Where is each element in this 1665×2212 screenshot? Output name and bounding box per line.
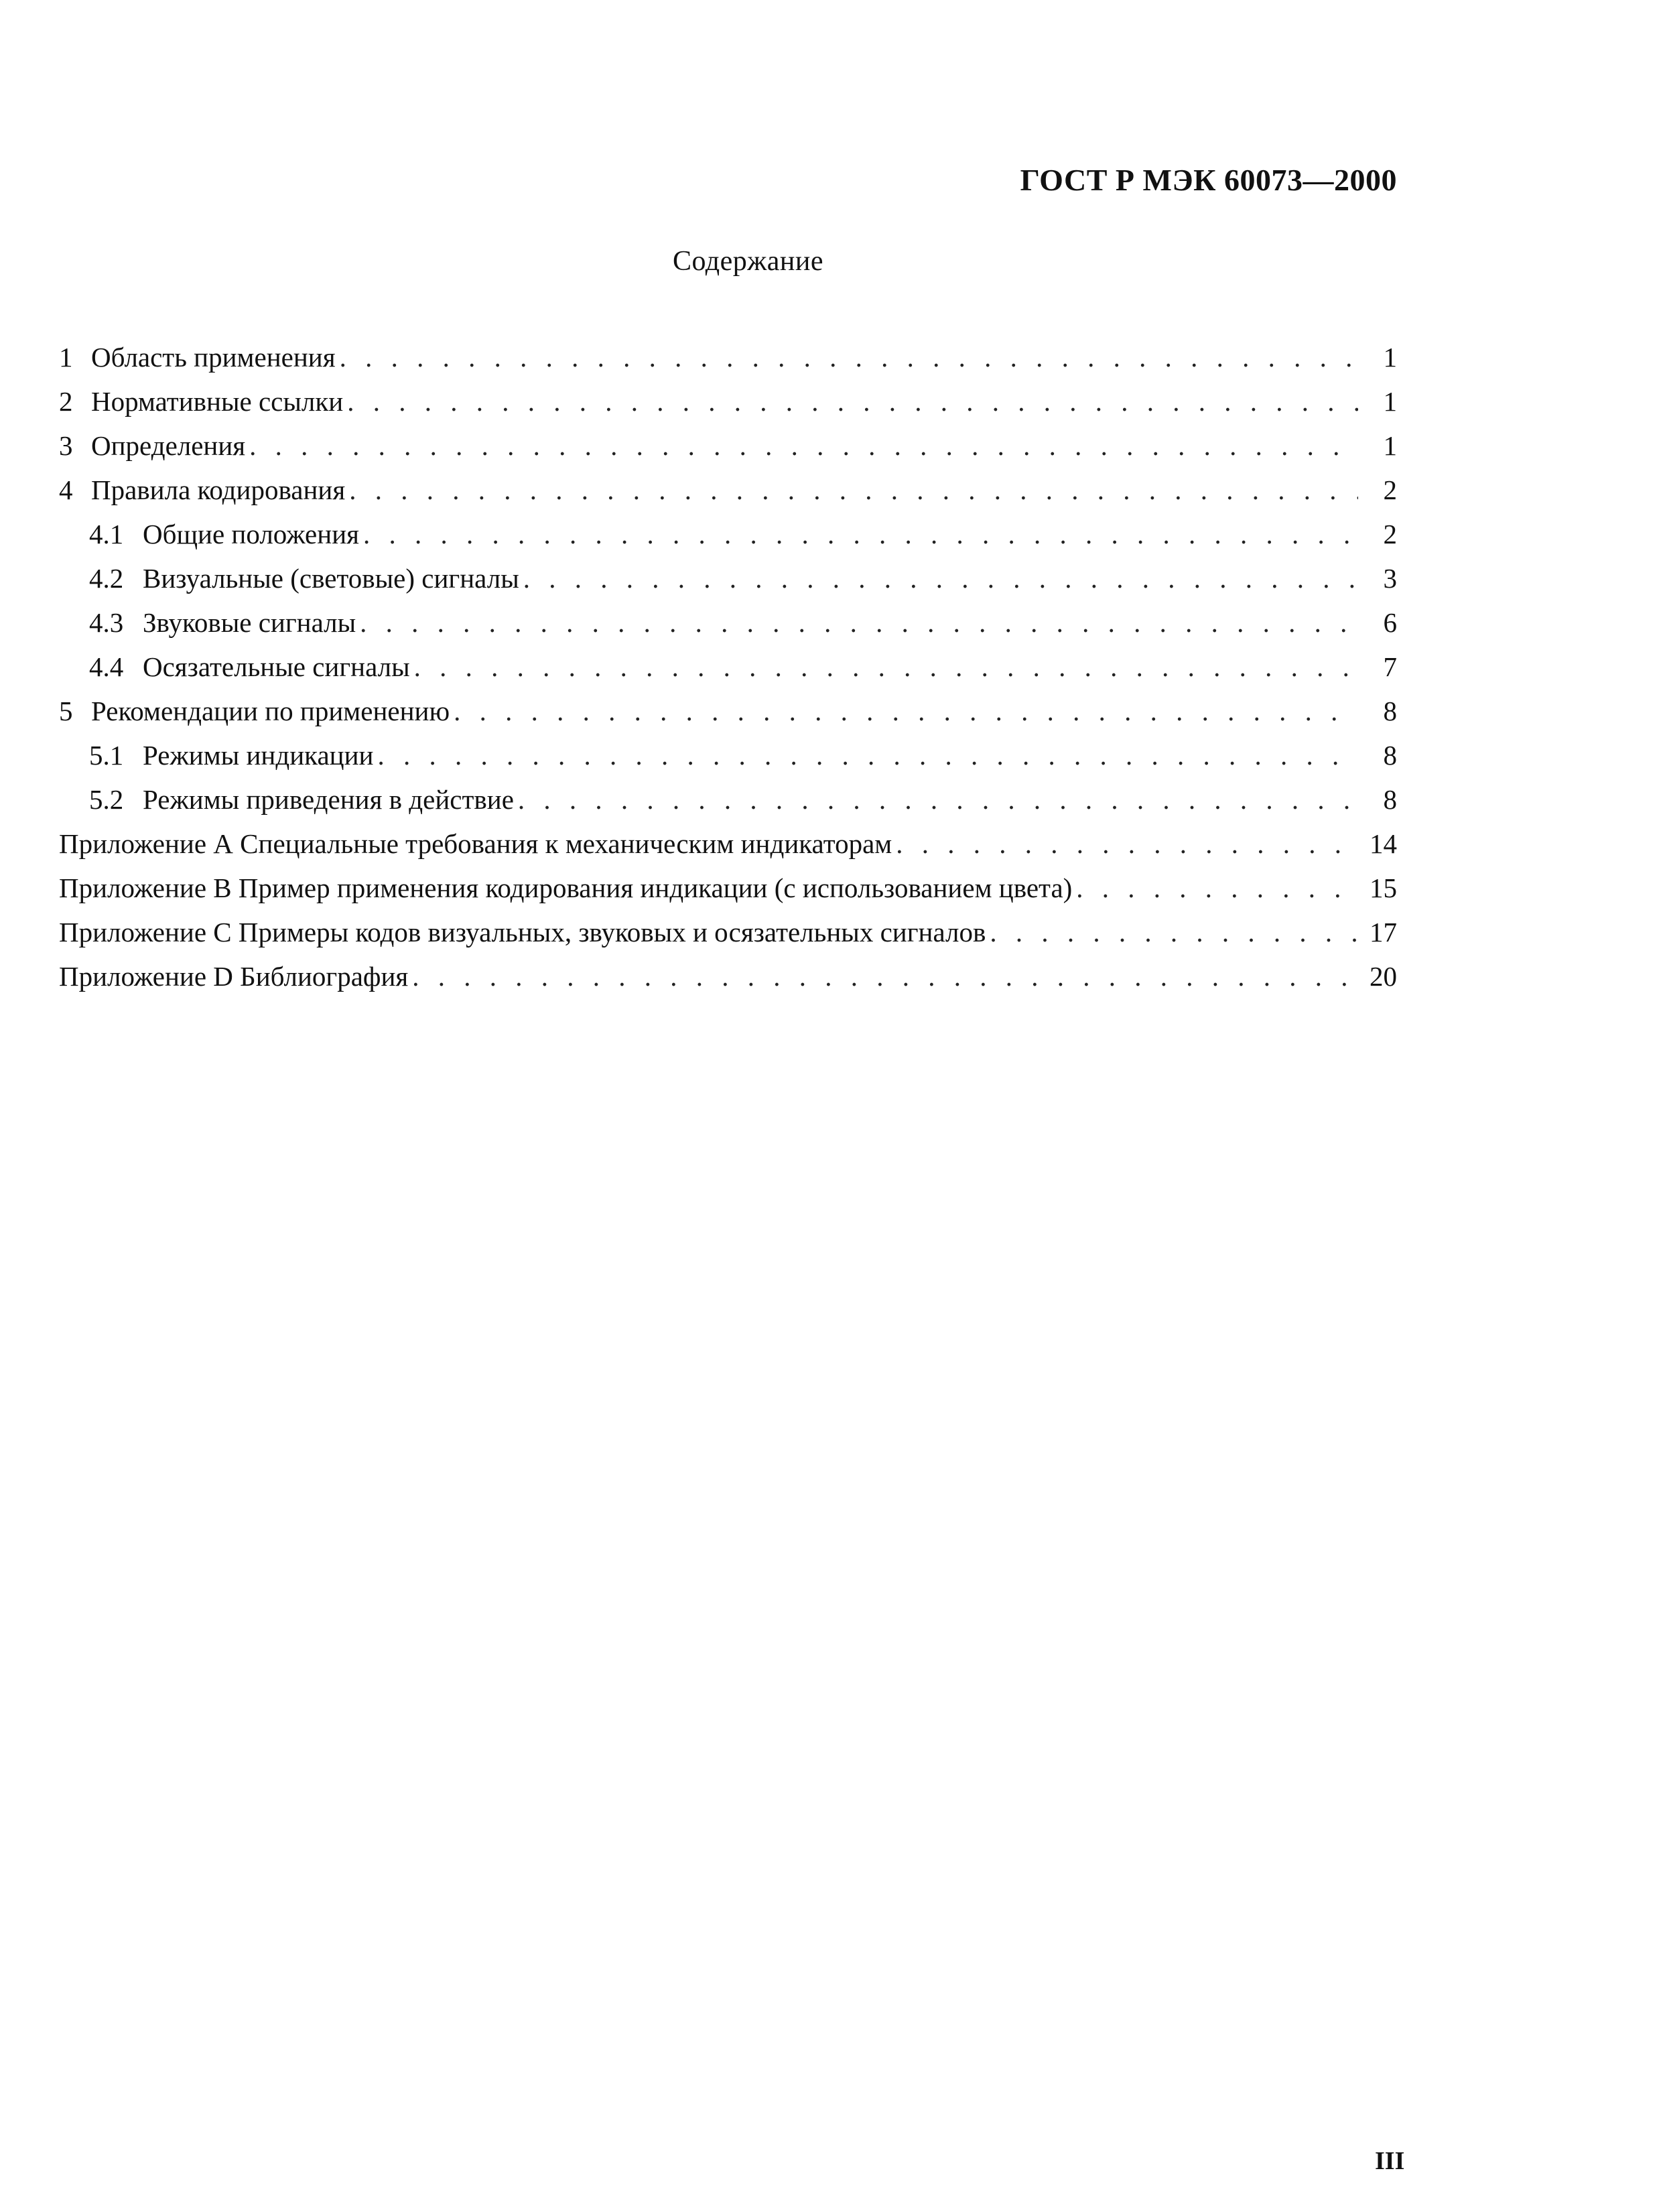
toc-entry-page: 8 (1383, 784, 1397, 815)
toc-entry[interactable] (59, 556, 1397, 600)
toc-entry-page: 2 (1383, 474, 1397, 505)
toc-entry-label: Приложение С Примеры кодов визуальных, звуковых и осязательных сигналов (59, 917, 986, 948)
dot-leader (990, 910, 1358, 954)
toc-entry-label: Звуковые сигналы (143, 607, 356, 638)
toc-entry-page: 17 (1370, 917, 1397, 948)
dot-leader (347, 379, 1358, 424)
toc-entry-page: 20 (1370, 961, 1397, 992)
toc-entry-label: Приложение D Библиография (59, 961, 409, 992)
toc-entry-label: Режимы приведения в действие (143, 784, 514, 815)
toc-entry-label: Общие положения (143, 519, 359, 549)
toc-entry-number: 3 (59, 430, 73, 461)
toc-entry-number: 5 (59, 696, 73, 726)
toc-entry-page: 15 (1370, 872, 1397, 903)
toc-entry-label: Приложение А Специальные требования к механическим индикаторам (59, 828, 892, 859)
toc-entry[interactable] (59, 910, 1397, 954)
table-of-contents (59, 335, 1397, 998)
toc-entry-number: 4.2 (89, 563, 124, 594)
toc-entry[interactable] (59, 777, 1397, 822)
toc-entry-page: 1 (1383, 342, 1397, 373)
toc-title: Содержание (672, 246, 824, 277)
dot-leader (414, 645, 1358, 689)
dot-leader (363, 512, 1358, 556)
toc-entry-number: 1 (59, 342, 73, 373)
dot-leader (249, 424, 1358, 468)
toc-entry-label: Приложение В Пример применения кодирования индикации (с использованием цвета) (59, 872, 1073, 903)
toc-entry-label: Осязательные сигналы (143, 651, 410, 682)
toc-entry[interactable] (59, 689, 1397, 733)
toc-entry-page: 8 (1383, 740, 1397, 771)
toc-entry-page: 1 (1383, 430, 1397, 461)
dot-leader (377, 733, 1358, 777)
toc-entry[interactable] (59, 335, 1397, 379)
toc-entry-number: 4 (59, 474, 73, 505)
toc-entry-page: 8 (1383, 696, 1397, 726)
toc-entry-label: Правила кодирования (91, 474, 346, 505)
toc-entry[interactable] (59, 866, 1397, 910)
dot-leader (349, 468, 1358, 512)
toc-entry-number: 4.1 (89, 519, 124, 549)
toc-entry[interactable] (59, 822, 1397, 866)
toc-entry[interactable] (59, 424, 1397, 468)
toc-entry-label: Нормативные ссылки (91, 386, 344, 417)
toc-entry-page: 14 (1370, 828, 1397, 859)
toc-entry-number: 4.3 (89, 607, 124, 638)
page-number: III (1375, 2147, 1405, 2175)
toc-entry-label: Рекомендации по применению (91, 696, 450, 726)
toc-entry-page: 2 (1383, 519, 1397, 549)
dot-leader (360, 600, 1358, 645)
toc-entry[interactable] (59, 645, 1397, 689)
toc-entry-label: Визуальные (световые) сигналы (143, 563, 519, 594)
toc-entry[interactable] (59, 600, 1397, 645)
dot-leader (523, 556, 1358, 600)
toc-entry[interactable] (59, 468, 1397, 512)
dot-leader (340, 335, 1358, 379)
toc-entry-number: 5.2 (89, 784, 124, 815)
dot-leader (518, 777, 1358, 822)
toc-entry-number: 4.4 (89, 651, 124, 682)
toc-entry[interactable] (59, 733, 1397, 777)
toc-entry-number: 2 (59, 386, 73, 417)
toc-entry-page: 1 (1383, 386, 1397, 417)
toc-entry[interactable] (59, 954, 1397, 998)
dot-leader (1076, 866, 1358, 910)
dot-leader (412, 954, 1358, 998)
toc-entry-page: 3 (1383, 563, 1397, 594)
toc-entry-label: Область применения (91, 342, 336, 373)
toc-entry-page: 6 (1383, 607, 1397, 638)
toc-entry-label: Режимы индикации (143, 740, 374, 771)
dot-leader (454, 689, 1358, 733)
toc-entry[interactable] (59, 512, 1397, 556)
toc-entry[interactable] (59, 379, 1397, 424)
toc-entry-label: Определения (91, 430, 246, 461)
document-code: ГОСТ Р МЭК 60073—2000 (1020, 163, 1397, 197)
toc-entry-number: 5.1 (89, 740, 124, 771)
dot-leader (896, 822, 1358, 866)
toc-entry-page: 7 (1383, 651, 1397, 682)
